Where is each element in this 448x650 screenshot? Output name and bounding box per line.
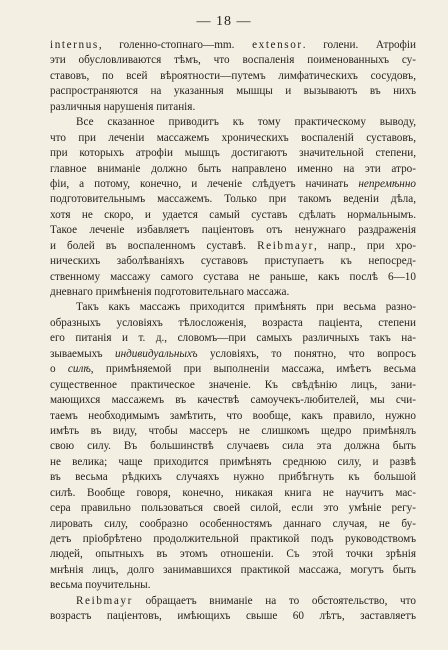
text-line: свою силу. Въ большинствѣ случаевъ сила эта должна быть [50,440,416,453]
text-line: возрастъ паціентовъ, имѣющихъ свыше 60 лѣтъ, заставляетъ [50,610,416,623]
text-line: о силѣ, примѣняемой при выполненіи массажа, имѣетъ весьма [50,363,417,376]
page-number: — 18 — [196,14,252,29]
text-line: при которыхъ атрофіи мышцъ достигаютъ значительной степени, [50,147,416,160]
text-line: въ весьма рѣдкихъ случаяхъ нужно прибѣгнуть къ большой [50,471,416,484]
text-line: распространяются на указанныя мышцы и вызываютъ въ нихъ [50,85,416,98]
text-line: таемъ необходимымъ замѣтить, что вообще, какъ правило, нужно [50,409,416,422]
text-line: ственному массажу самого сустава не раньше, какъ послѣ 6—10 [50,270,416,283]
text-line: и болей въ воспаленномъ суставѣ. Reibmayr, напр., при хро- [50,239,416,252]
text-line: мнѣнія лицъ, долго занимавшихся практикой массажа, могутъ быть [50,563,416,576]
text-line: образныхъ условіяхъ тѣлосложенія, возраста паціента, степени [50,316,416,329]
text-line: лировать силу, сообразно особенностямъ даннаго случая, не бу- [50,517,416,530]
text-line: сера правильно пользоваться своей силой, если это умѣніе регу- [50,502,416,515]
body-text [50,38,416,625]
text-line: зываемыхъ индивидуальныхъ условіяхъ, то понятно, что вопросъ [50,347,416,360]
text-line: не велика; чаще приходится примѣнять среднюю силу, и развѣ [50,455,416,468]
text-line: ставовъ, по всей вѣроятности—путемъ лимфатическихъ сосудовъ, [50,69,416,82]
text-line: Такое леченіе избавляетъ паціентовъ отъ ненужнаго раздраженія [50,224,416,237]
text-line: internus, голенно-стопнаго—mm. extensor. голени. Атрофіи [50,39,416,51]
text-line: мающихся массажемъ въ качествѣ самоучекъ-любителей, мы счи- [50,394,416,407]
text-line: дневнаго примѣненія подготовительнаго массажа. [50,286,290,298]
text-line: существенное практическое значеніе. Къ свѣдѣнію лицъ, зани- [50,378,416,391]
text-line: имѣть въ виду, чтобы массеръ не слишкомъ щедро примѣнялъ [50,424,416,437]
text-line: весьма поучительны. [50,579,151,592]
text-line: хотя не скоро, и удается самый суставъ сдѣлать нормальнымъ. [50,208,416,221]
text-line: главное вниманіе должно быть направлено именно на эти атро- [50,162,416,175]
text-line: различныя нарушенія питанія. [50,100,196,113]
text-line: Все сказанное приводитъ къ тому практическому выводу, [76,116,416,129]
text-line: людей, опытныхъ въ этомъ отношеніи. Съ этой точки зрѣнія [50,548,416,561]
text-line: фіи, а потому, конечно, и леченіе слѣдуетъ начинать непремѣнно [50,177,416,190]
text-line: что при леченіи массажемъ хроническихъ воспаленій суставовъ, [50,131,416,144]
text-line: детъ пріобрѣтено продолжительной практикой подъ руководствомъ [50,533,416,545]
text-line: его питанія и т. д., словомъ—при самыхъ различныхъ такъ на- [50,332,416,345]
text-line: силѣ. Вообще говоря, конечно, никакая книга не научитъ мас- [50,486,416,499]
text-line: эти обусловливаются тѣмъ, что воспаленія поименованныхъ су- [50,54,416,67]
text-line: Reibmayr обращаетъ вниманіе на то обстоятельство, что [76,594,416,607]
text-line: Такъ какъ массажъ приходится примѣнять при весьма разно- [76,301,416,314]
text-line: ническихъ заболѣваніяхъ суставовъ приступаетъ къ непосред- [50,255,416,268]
text-line: подготовительнымъ массажемъ. Только при такомъ веденіи дѣла, [50,193,416,206]
